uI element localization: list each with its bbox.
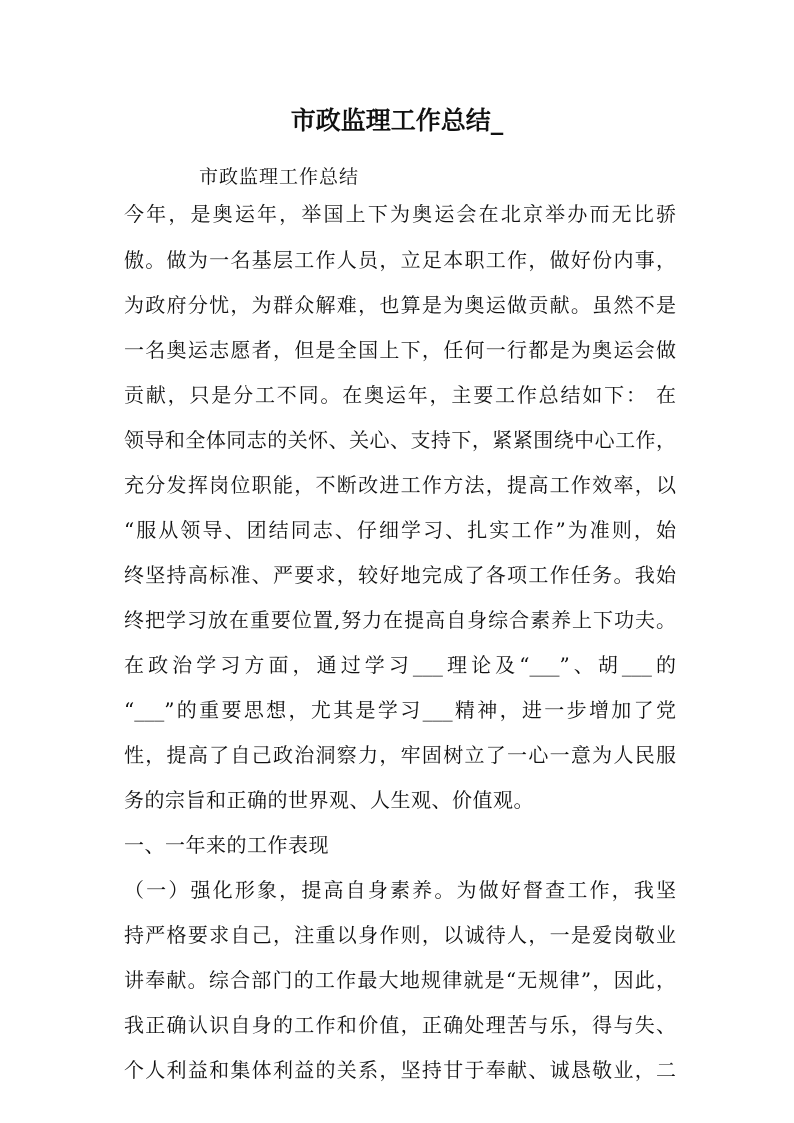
body-line: “___”的重要思想，尤其是学习___精神，进一步增加了党 [124,698,676,722]
body-line: 为政府分忧，为群众解难，也算是为奥运做贡献。虽然不是 [124,293,676,317]
document-title: 市政监理工作总结_ [290,106,504,135]
body-line: 今年，是奥运年，举国上下为奥运会在北京举办而无比骄 [124,202,676,226]
body-line: （一）强化形象，提高自身素养。为做好督查工作，我坚 [124,878,676,902]
document-subtitle: 市政监理工作总结 [199,166,360,188]
body-line: 贡献，只是分工不同。在奥运年，主要工作总结如下： 在 [124,383,676,407]
body-line: 终把学习放在重要位置,努力在提高自身综合素养上下功夫。 [124,608,676,632]
body-line: 个人利益和集体利益的关系，坚持甘于奉献、诚恳敬业，二 [124,1058,676,1082]
body-line: 傲。做为一名基层工作人员，立足本职工作，做好份内事， [124,248,676,272]
body-line: 领导和全体同志的关怀、关心、支持下，紧紧围绕中心工作， [124,428,676,452]
body-line: 务的宗旨和正确的世界观、人生观、价值观。 [124,788,534,812]
body-line: 持严格要求自己，注重以身作则，以诚待人，一是爱岗敬业 [124,923,676,947]
body-line: 讲奉献。综合部门的工作最大地规律就是“无规律”，因此， [124,968,676,992]
body-line: 一名奥运志愿者，但是全国上下，任何一行都是为奥运会做 [124,338,676,362]
body-line: 终坚持高标准、严要求，较好地完成了各项工作任务。我始 [124,563,676,587]
body-line: 性，提高了自己政治洞察力，牢固树立了一心一意为人民服 [124,743,676,767]
body-line: 我正确认识自身的工作和价值，正确处理苦与乐，得与失、 [124,1013,676,1037]
body-line: “服从领导、团结同志、仔细学习、扎实工作”为准则，始 [124,518,676,542]
body-line: 在政治学习方面，通过学习___理论及“___”、胡___的 [124,653,676,677]
body-line: 充分发挥岗位职能，不断改进工作方法，提高工作效率，以 [124,473,676,497]
section-heading: 一、一年来的工作表现 [124,833,329,857]
